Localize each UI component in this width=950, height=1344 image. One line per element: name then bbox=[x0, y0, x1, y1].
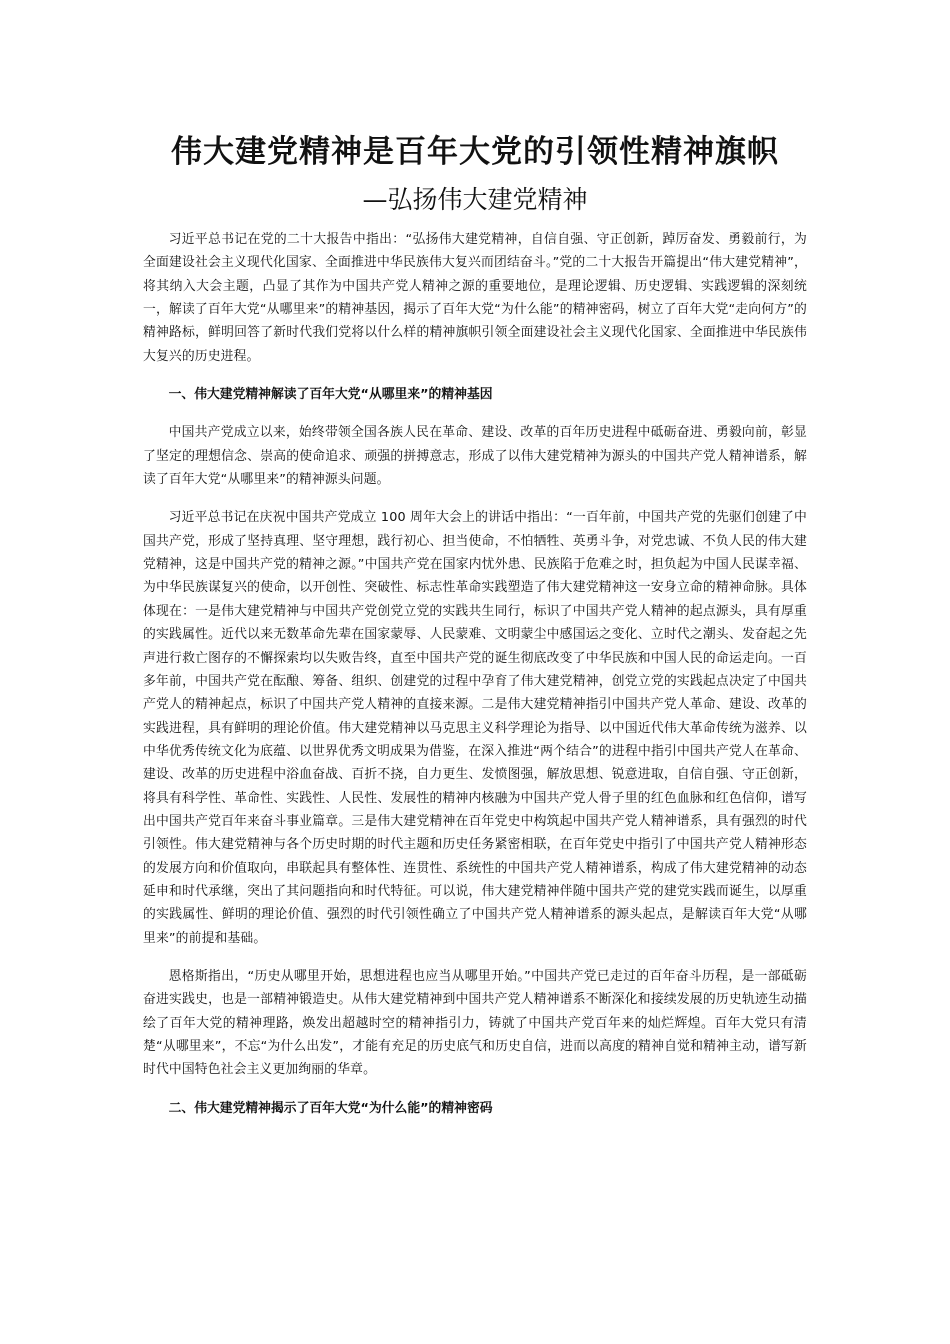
document-subtitle: —弘扬伟大建党精神 bbox=[362, 185, 588, 214]
intro-paragraph: 习近平总书记在党的二十大报告中指出：“弘扬伟大建党精神，自信自强、守正创新，踔厉奋发、勇毅前行，为全面建设社会主义现代化国家、全面推进中华民族伟大复兴而团结奋斗。”党的二十大报告开篇提出“伟大建党精神”，将其纳入大会主题，凸显了其作为中国共产党人精神之源的重要地位，是理论逻辑、历史逻辑、实践逻辑的深刻统一，解读了百年大党“从哪里来”的精神基因，揭示了百年大党“为什么能”的精神密码，树立了百年大党“走向何方”的精神路标，鲜明回答了新时代我们党将以什么样的精神旗帜引领全面建设社会主义现代化国家、全面推进中华民族伟大复兴的历史进程。 bbox=[143, 232, 807, 364]
section-heading-2: 二、伟大建党精神揭示了百年大党“为什么能”的精神密码 bbox=[168, 1100, 493, 1116]
section-1-paragraph-2: 习近平总书记在庆祝中国共产党成立 100 周年大会上的讲话中指出：“一百年前，中国共产党的先驱们创建了中国共产党，形成了坚持真理、坚守理想，践行初心、担当使命，不怕牺牲、英勇斗争，对党忠诚、不负人民的伟大建党精神，这是中国共产党的精神之源。”中国共产党在国家内忧外患、民族陷于危难之时，担负起为中国人民谋幸福、为中华民族谋复兴的使命，以开创性、突破性、标志性革命实践塑造了伟大建党精神这一安身立命的精神命脉。具体体现在：一是伟大建党精神与中国共产党创党立党的实践共生同行，标识了中国共产党人精神的起点源头，具有厚重的实践属性。近代以来无数革命先辈在国家蒙辱、人民蒙难、文明蒙尘中感国运之变化、立时代之潮头、发奋起之先声进行救亡图存的不懈探索均以失败告终，直至中国共产党的诞生彻底改变了中华民族和中国人民的命运走向。一百多年前，中国共产党在酝酿、筹备、组织、创建党的过程中孕育了伟大建党精神，创党立党的实践起点决定了中国共产党人的精神起点，标识了中国共产党人精神的直接来源。二是伟大建党精神指引中国共产党人革命、建设、改革的实践进程，具有鲜明的理论价值。伟大建党精神以马克思主义科学理论为指导、以中国近代伟大革命传统为滋养、以中华优秀传统文化为底蕴、以世界优秀文明成果为借鉴，在深入推进“两个结合”的进程中指引中国共产党人在革命、建设、改革的历史进程中浴血奋战、百折不挠，自力更生、发愤图强，解放思想、锐意进取，自信自强、守正创新，将具有科学性、革命性、实践性、人民性、发展性的精神内核融为中国共产党人骨子里的红色血脉和红色信仰，谱写出中国共产党百年来奋斗事业篇章。三是伟大建党精神在百年党史中构筑起中国共产党人精神谱系，具有强烈的时代引领性。伟大建党精神与各个历史时期的时代主题和历史任务紧密相联，在百年党史中指引了中国共产党人精神形态的发展方向和价值取向，串联起具有整体性、连贯性、系统性的中国共产党人精神谱系，构成了伟大建党精神的动态延申和时代承继，突出了其问题指向和时代特征。可以说，伟大建党精神伴随中国共产党的建党实践而诞生，以厚重的实践属性、鲜明的理论价值、强烈的时代引领性确立了中国共产党人精神谱系的源头起点，是解读百年大党“从哪里来”的前提和基础。 bbox=[143, 510, 807, 946]
document-title: 伟大建党精神是百年大党的引领性精神旗帜 bbox=[171, 134, 779, 170]
section-1-paragraph-3: 恩格斯指出，“历史从哪里开始，思想进程也应当从哪里开始。”中国共产党已走过的百年奋斗历程，是一部砥砺奋进实践史，也是一部精神锻造史。从伟大建党精神到中国共产党人精神谱系不断深化和接续发展的历史轨迹生动描绘了百年大党的精神理路，焕发出超越时空的精神指引力，铸就了中国共产党百年来的灿烂辉煌。百年大党只有清楚“从哪里来”，不忘“为什么出发”，才能有充足的历史底气和历史自信，进而以高度的精神自觉和精神主动，谱写新时代中国特色社会主义更加绚丽的华章。 bbox=[143, 968, 807, 1078]
section-heading-1: 一、伟大建党精神解读了百年大党“从哪里来”的精神基因 bbox=[168, 387, 493, 403]
document-body bbox=[143, 228, 807, 1120]
section-1-paragraph-1: 中国共产党成立以来，始终带领全国各族人民在革命、建设、改革的百年历史进程中砥砺奋进、勇毅向前，彰显了坚定的理想信念、崇高的使命追求、顽强的拼搏意志，形成了以伟大建党精神为源头的中国共产党人精神谱系，解读了百年大党“从哪里来”的精神源头问题。 bbox=[143, 425, 807, 488]
